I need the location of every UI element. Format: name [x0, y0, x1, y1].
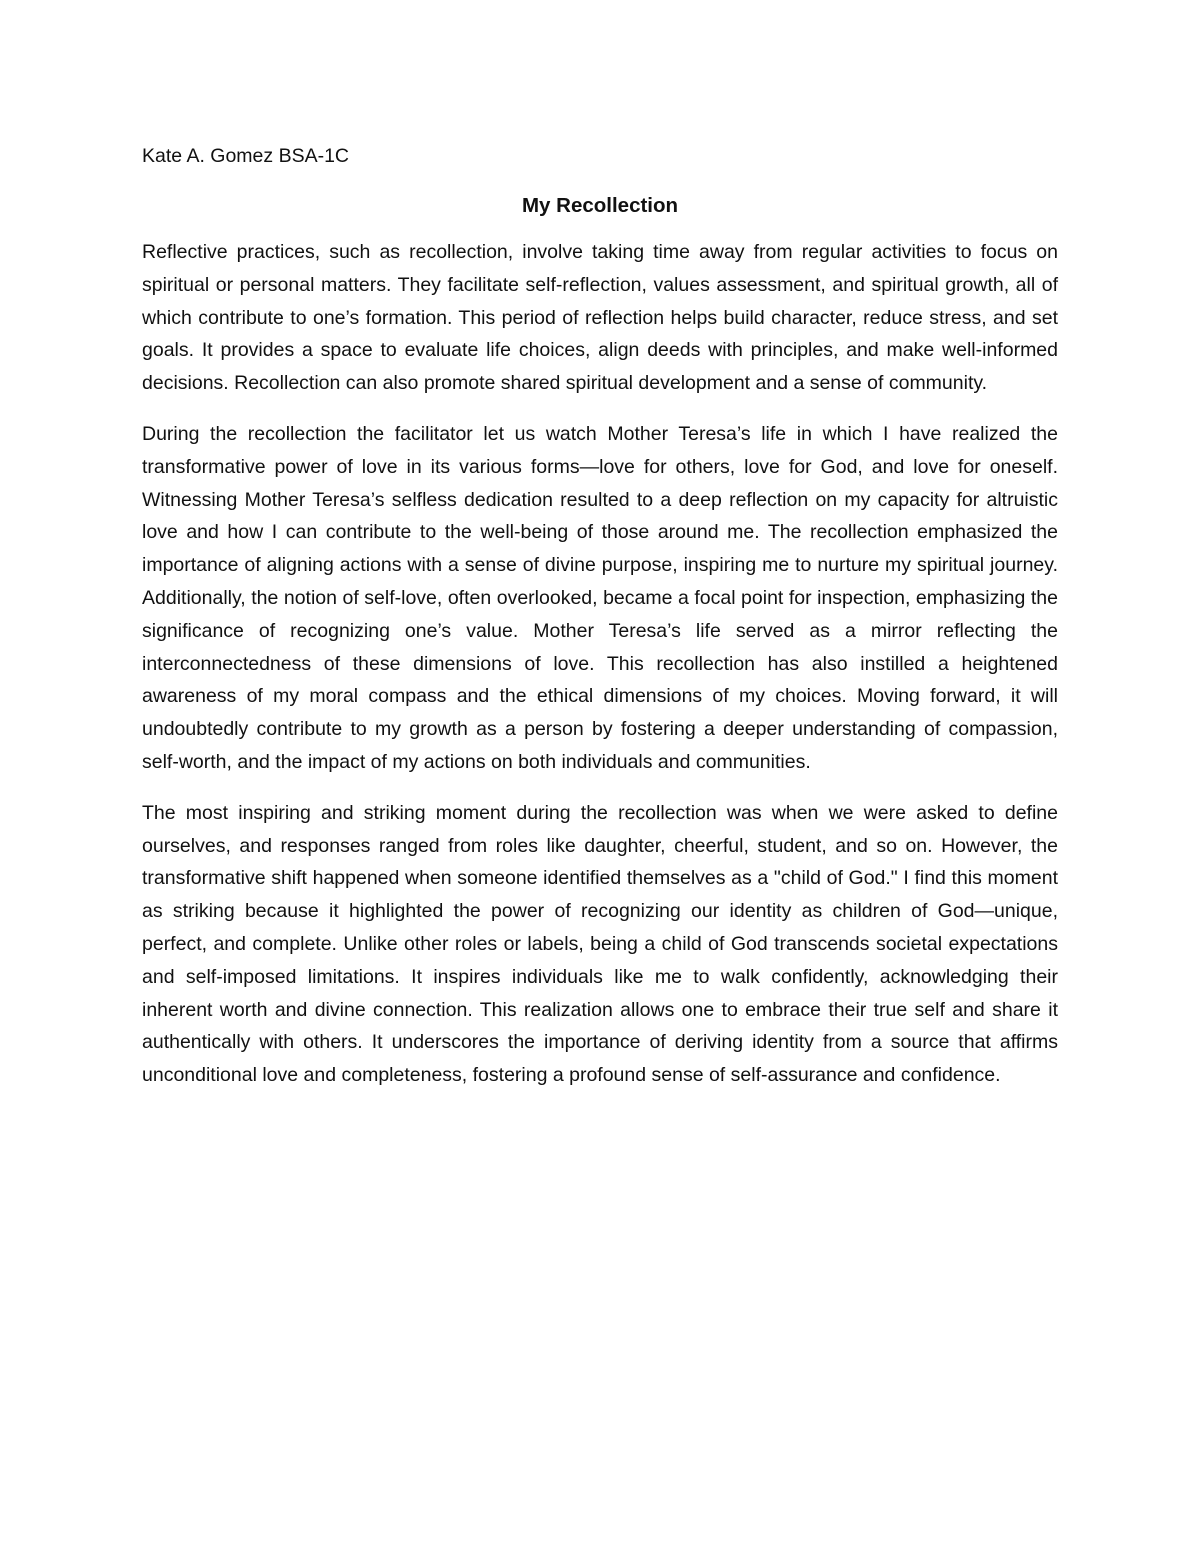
- paragraph-1: Reflective practices, such as recollection, involve taking time away from regular activities to focus on spiritual or personal matters. They facilitate self-reflection, values assessment, and spiritual growth, all of which contribute to one’s formation. This period of reflection helps build character, reduce stress, and set goals. It provides a space to evaluate life choices, align deeds with principles, and make well-informed decisions. Recollection can also promote shared spiritual development and a sense of community.: [142, 241, 1058, 395]
- paragraph-2: During the recollection the facilitator let us watch Mother Teresa’s life in which I have realized the transformative power of love in its various forms—love for others, love for God, and love for oneself. Witnessing Mother Teresa’s selfless dedication resulted to a deep reflection on my capacity for altruistic love and how I can contribute to the well-being of those around me. The recollection emphasized the importance of aligning actions with a sense of divine purpose, inspiring me to nurture my spiritual journey. Additionally, the notion of self-love, often overlooked, became a focal point for inspection, emphasizing the significance of recognizing one’s value. Mother Teresa’s life served as a mirror reflecting the interconnectedness of these dimensions of love. This recollection has also instilled a heightened awareness of my moral compass and the ethical dimensions of my choices. Moving forward, it will undoubtedly contribute to my growth as a person by fostering a deeper understanding of compassion, self-worth, and the impact of my actions on both individuals and communities.: [142, 422, 1058, 773]
- author-line: Kate A. Gomez BSA-1C: [142, 145, 350, 167]
- paragraph-3: The most inspiring and striking moment during the recollection was when we were asked to define ourselves, and responses ranged from roles like daughter, cheerful, student, and so on. However, the transformative shift happened when someone identified themselves as a "child of God." I find this moment as striking because it highlighted the power of recognizing our identity as children of God—unique, perfect, and complete. Unlike other roles or labels, being a child of God transcends societal expectations and self-imposed limitations. It inspires individuals like me to walk confidently, acknowledging their inherent worth and divine connection. This realization allows one to embrace their true self and share it authentically with others. It underscores the importance of deriving identity from a source that affirms unconditional love and completeness, fostering a profound sense of self-assurance and confidence.: [142, 801, 1058, 1087]
- document-title: My Recollection: [521, 194, 679, 217]
- document-body: [142, 140, 1058, 1110]
